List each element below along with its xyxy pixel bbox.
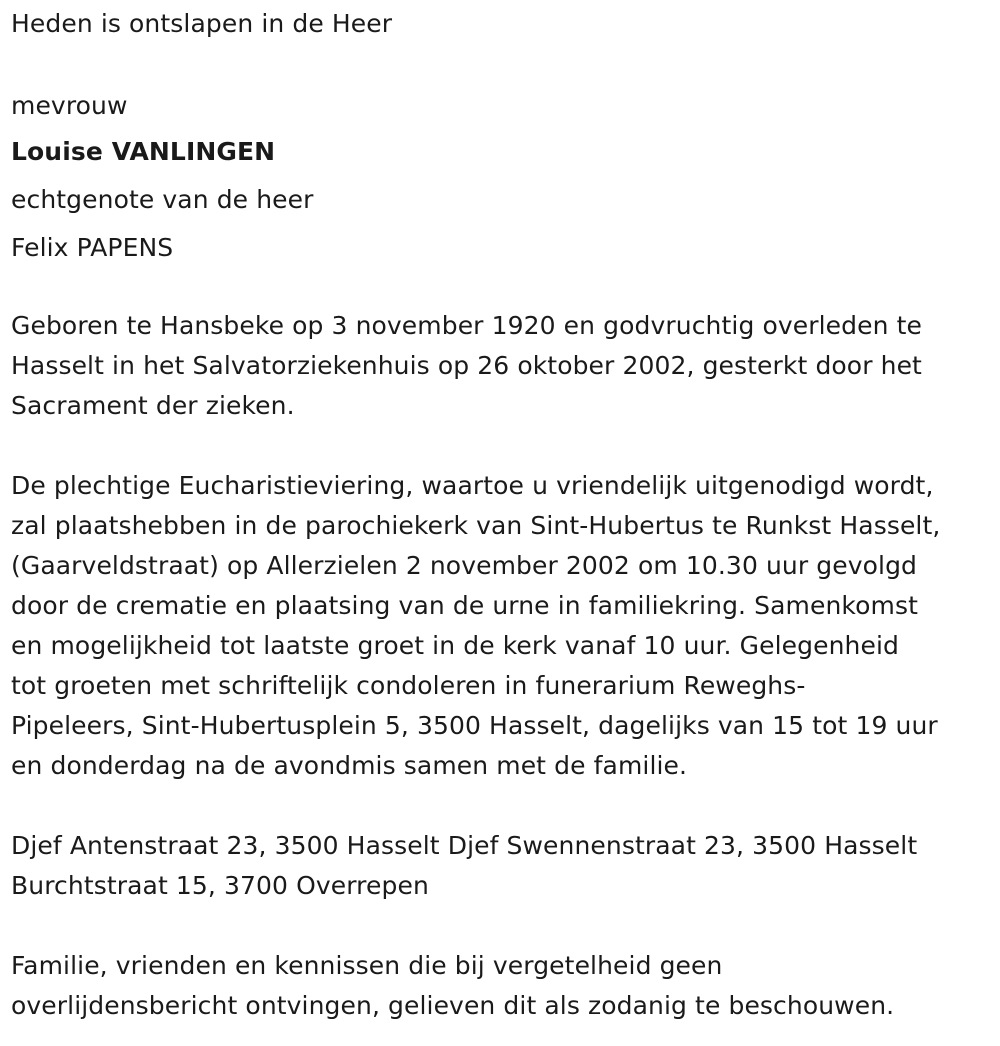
paragraph-line: Pipeleers, Sint-Hubertusplein 5, 3500 Hasselt, dagelijks van 15 tot 19 uur: [11, 711, 938, 740]
name-block: [11, 84, 991, 272]
obituary-document: [11, 4, 991, 1026]
paragraph-line: tot groeten met schriftelijk condoleren in funerarium Reweghs-: [11, 671, 806, 700]
paragraph-line: Hasselt in het Salvatorziekenhuis op 26 oktober 2002, gesterkt door het: [11, 351, 922, 380]
deceased-name: Louise VANLINGEN: [11, 137, 276, 166]
ceremony-paragraph: [11, 466, 991, 786]
intro-line: Heden is ontslapen in de Heer: [11, 9, 393, 38]
paragraph-line: en donderdag na de avondmis samen met de familie.: [11, 751, 688, 780]
address-paragraph: [11, 826, 991, 906]
address-line: Djef Antenstraat 23, 3500 Hasselt Djef Swennenstraat 23, 3500 Hasselt: [11, 831, 918, 860]
closing-paragraph: [11, 946, 991, 1026]
spacer: [11, 272, 991, 306]
paragraph-line: Familie, vrienden en kennissen die bij vergetelheid geen: [11, 951, 723, 980]
spouse-name: Felix PAPENS: [11, 233, 174, 262]
paragraph-line: en mogelijkheid tot laatste groet in de kerk vanaf 10 uur. Gelegenheid: [11, 631, 899, 660]
paragraph-line: Sacrament der zieken.: [11, 391, 295, 420]
spacer: [11, 426, 991, 466]
paragraph-line: overlijdensbericht ontvingen, gelieven dit als zodanig te beschouwen.: [11, 991, 895, 1020]
paragraph-line: zal plaatshebben in de parochiekerk van Sint-Hubertus te Runkst Hasselt,: [11, 511, 941, 540]
paragraph-line: (Gaarveldstraat) op Allerzielen 2 november 2002 om 10.30 uur gevolgd: [11, 551, 918, 580]
spacer: [11, 44, 991, 84]
paragraph-line: Geboren te Hansbeke op 3 november 1920 en godvruchtig overleden te: [11, 311, 922, 340]
relation-line: echtgenote van de heer: [11, 185, 314, 214]
title-prefix: mevrouw: [11, 91, 128, 120]
spacer: [11, 786, 991, 826]
address-line: Burchtstraat 15, 3700 Overrepen: [11, 871, 429, 900]
birth-paragraph: [11, 306, 991, 426]
spacer: [11, 906, 991, 946]
paragraph-line: De plechtige Eucharistieviering, waartoe u vriendelijk uitgenodigd wordt,: [11, 471, 934, 500]
paragraph-line: door de crematie en plaatsing van de urne in familiekring. Samenkomst: [11, 591, 918, 620]
